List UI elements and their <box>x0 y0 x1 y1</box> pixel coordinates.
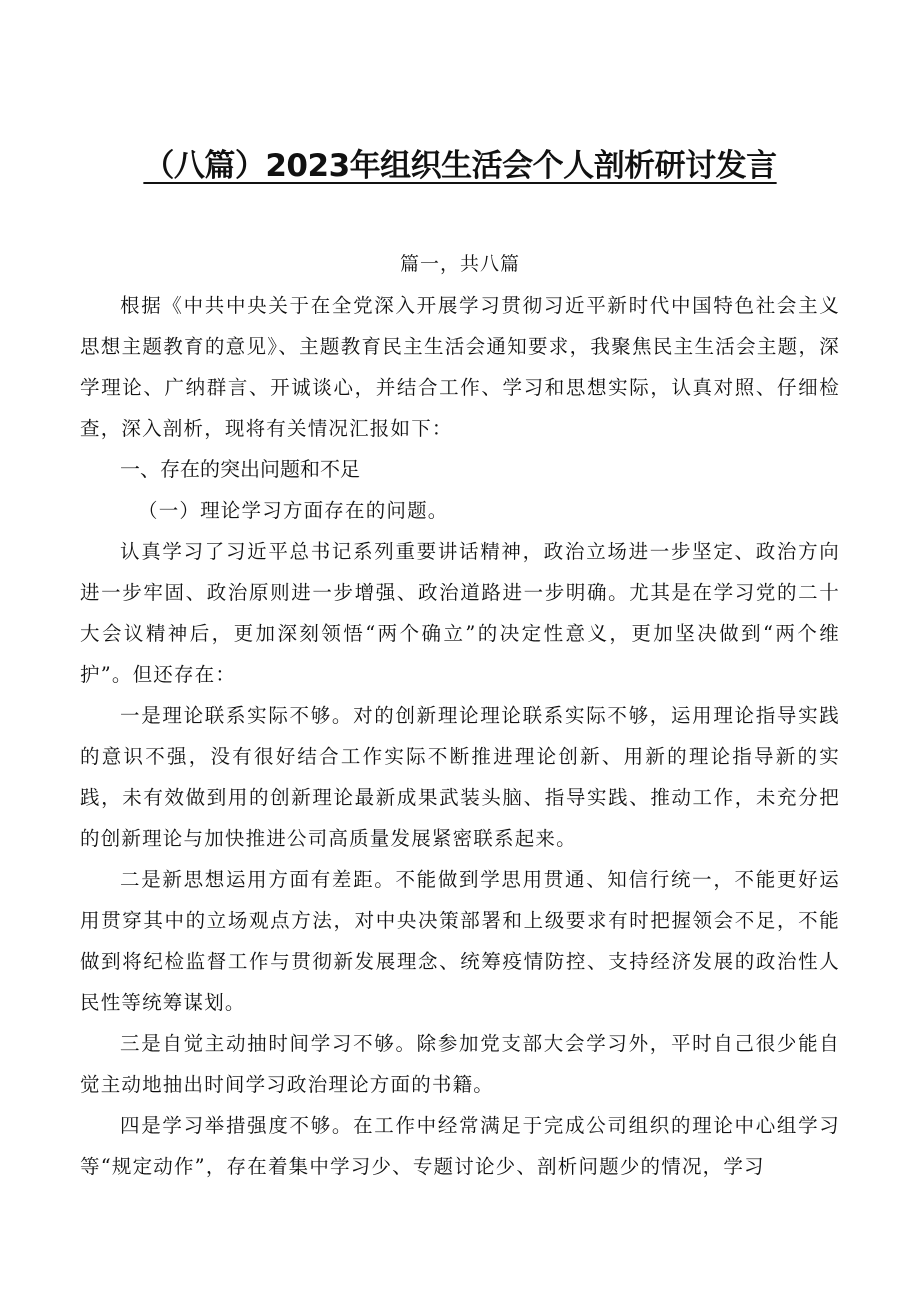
intro-paragraph: 根据《中共中央关于在全党深入开展学习贯彻习近平新时代中国特色社会主义思想主题教育的意见》、主题教育民主生活会通知要求，我聚焦民主生活会主题，深学理论、广纳群言、开诚谈心，并结合工作、学习和思想实际，认真对照、仔细检查，深入剖析，现将有关情况汇报如下： <box>80 294 840 440</box>
paragraph: 四是学习举措强度不够。在工作中经常满足于完成公司组织的理论中心组学习等“规定动作”，存在着集中学习少、专题讨论少、剖析问题少的情况，学习 <box>80 1114 840 1178</box>
section-heading: 一、存在的突出问题和不足 <box>120 457 360 481</box>
paragraph: 二是新思想运用方面有差距。不能做到学思用贯通、知信行统一，不能更好运用贯穿其中的立场观点方法，对中央决策部署和上级要求有时把握领会不足，不能做到将纪检监督工作与贯彻新发展理念、统筹疫情防控、支持经济发展的政治性人民性等统筹谋划。 <box>80 868 840 1014</box>
document-title <box>0 140 920 185</box>
paragraph: 一是理论联系实际不够。对的创新理论理论联系实际不够，运用理论指导实践的意识不强，没有很好结合工作实际不断推进理论创新、用新的理论指导新的实践，未有效做到用的创新理论最新成果武装头脑、指导实践、推动工作，未充分把的创新理论与加快推进公司高质量发展紧密联系起来。 <box>80 704 840 850</box>
paragraph: 认真学习了习近平总书记系列重要讲话精神，政治立场进一步坚定、政治方向进一步牢固、政治原则进一步增强、政治道路进一步明确。尤其是在学习党的二十大会议精神后，更加深刻领悟“两个确立”的决定性意义，更加坚决做到“两个维护”。但还存在： <box>80 540 840 686</box>
document-body <box>80 285 840 1187</box>
subsection-heading: （一）理论学习方面存在的问题。 <box>138 499 449 522</box>
document-subtitle: 篇一，共八篇 <box>399 253 520 275</box>
paragraph: 三是自觉主动抽时间学习不够。除参加党支部大会学习外，平时自己很少能自觉主动地抽出时间学习政治理论方面的书籍。 <box>80 1032 840 1096</box>
document-title-text: （八篇）2023年组织生活会个人剖析研讨发言 <box>143 148 777 184</box>
